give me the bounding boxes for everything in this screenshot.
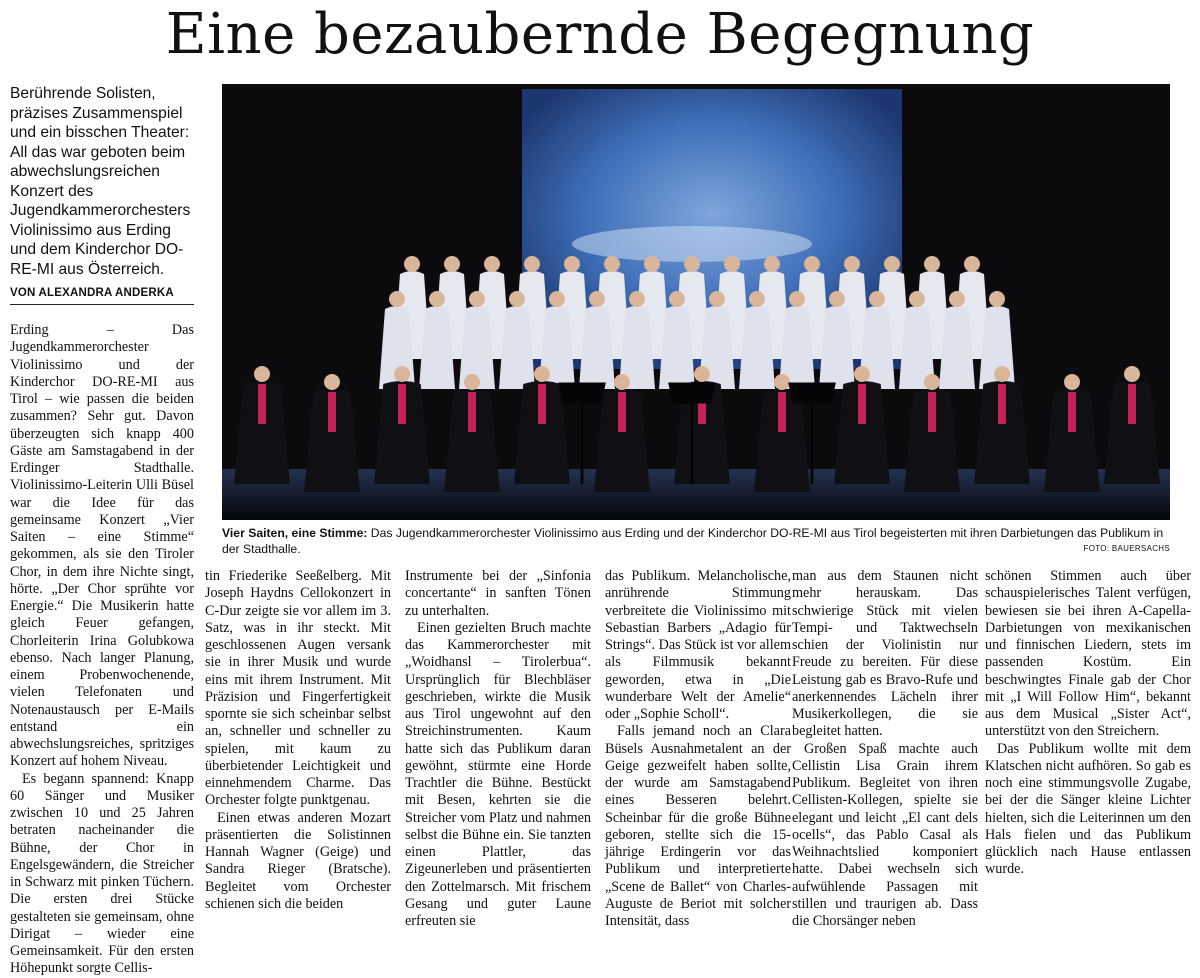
pink-scarf	[468, 392, 476, 432]
pink-scarf	[778, 392, 786, 432]
paragraph: Erding – Das Jugendkammerorchester Violinissimo und der Kinderchor DO-RE-MI aus Tirol – wie passen die beiden zusammen? Sehr gut. Davon überzeugten sich knapp 400 Gäste am Samstagabend in der Erdinger Stadthalle. Violinissimo-Leiterin Ulli Büsel war die Idee für das gemeinsame Konzert „Vier Saiten – eine Stimme“ gekommen, als sie den Tiroler Chor, in dem ihre Nichte singt, hörte. „Der Chor sprühte vor Energie.“ Die Musikerin hatte gleich Feuer gefangen, Chorleiterin Irina Golubkowa ebenso. Nach langer Planung, einem Probenwochenende, vielen Telefonaten und Notenaustausch per E-Mails entstand ein abwechslungsreiches, spritziges Konzert auf hohem Niveau.	[10, 322, 194, 770]
pink-scarf	[398, 384, 406, 424]
byline-rule	[10, 304, 194, 305]
pink-scarf	[1068, 392, 1076, 432]
photo-credit: FOTO: BAUERSACHS	[1083, 544, 1170, 553]
caption-title: Vier Saiten, eine Stimme:	[222, 526, 368, 540]
caption-text: Das Jugendkammerorchester Violinissimo aus Erding und der Kinderchor DO-RE-MI aus Tirol begeisterten mit ihren Darbietungen das Publikum in der Stadthalle.	[222, 526, 1164, 556]
paragraph: Falls jemand noch an Clara Büsels Ausnahmetalent an der Geige gezweifelt haben sollte, der wurde am Samstagabend eines Besseren belehrt. Scheinbar für die große Bühne geboren, stellte sich die 15-jährige Erdingerin vor das Publikum und interpretierte „Scene de Ballet“ von Charles-Auguste de Beriot mit solcher Intensität, dass	[605, 723, 791, 929]
photo-caption	[222, 526, 1170, 557]
pink-scarf	[538, 384, 546, 424]
article-column-6	[985, 568, 1191, 879]
paragraph: Es begann spannend: Knapp 60 Sänger und Musiker zwischen 10 und 25 Jahren betraten nacheinander die Bühne, der Chor in Engelsgewändern, die Streicher in Schwarz mit pinken Tüchern. Die ersten drei Stücke gestalteten sie gemeinsam, ohne Dirigat – wieder eine Gemeinsamkeit. Für den ersten Höhepunkt sorgte Cellis-	[10, 770, 194, 977]
article-column-4	[605, 568, 791, 930]
paragraph: Großen Spaß machte auch Cellistin Lisa Grain ihrem Publikum. Begleitet von ihren Cellisten-Kollegen, spielte sie elegant und leicht „El cant dels ocells“, das Pablo Casal als Weihnachtslied komponiert hatte. Dabei wechseln sich aufwühlende Passagen mit stillen und traurigen ab. Dass die Chorsänger neben	[792, 740, 978, 929]
paragraph: Einen etwas anderen Mozart präsentierten die Solistinnen Hannah Wagner (Geige) und Sandra Rieger (Bratsche). Begleitet vom Orchester schienen sich die beiden	[205, 809, 391, 912]
pink-scarf	[858, 384, 866, 424]
article-column-5	[792, 568, 978, 930]
pink-scarf	[258, 384, 266, 424]
lead-paragraph: Berührende Solisten, präzises Zusammenspiel und ein bisschen Theater: All das war geboten beim abwechslungsreichen Konzert des Jugendkammerorchesters Violinissimo aus Erding und dem Kinderchor DO-RE-MI aus Österreich.	[10, 85, 191, 278]
concert-photo	[222, 84, 1170, 520]
paragraph: Einen gezielten Bruch machte das Kammerorchester mit „Woidhansl – Tirolerbua“. Ursprünglich für Blechbläser geschrieben, wirkte die Musik aus Tirol ungewohnt auf den Streichinstrumenten. Kaum hatte sich das Publikum daran gewöhnt, stürmte eine Horde Trachtler die Bühne. Bestückt mit Besen, kehrten sie die Streicher vom Platz und nahmen selbst die Bühne ein. Sie tanzten einen Plattler, das Zigeunerleben und präsentierten den Zottelmarsch. Mit frischem Gesang und guter Laune erfreuten sie	[405, 619, 591, 929]
pink-scarf	[928, 392, 936, 432]
article-column-1	[10, 322, 194, 978]
pink-scarf	[998, 384, 1006, 424]
author-byline: VON ALEXANDRA ANDERKA	[10, 287, 174, 299]
headline: Eine bezaubernde Begegnung	[165, 2, 1035, 67]
paragraph: Instrumente bei der „Sinfonia concertante“ in sanften Tönen zu unterhalten.	[405, 568, 591, 619]
paragraph: schönen Stimmen auch über schauspielerisches Talent verfügen, bewiesen sie bei ihren A-Capella-Darbietungen von mexikanischen und finnischen Liedern, stets im passenden Kostüm. Ein beschwingtes Finale gab der Chor mit „I Will Follow Him“, bekannt aus dem Musical „Sister Act“, unterstützt von den Streichern.	[985, 568, 1191, 740]
paragraph: tin Friederike Seeßelberg. Mit Joseph Haydns Cellokonzert in C-Dur zeigte sie vor allem im 3. Satz, was in ihr steckt. Mit geschlossenen Augen versank sie in ihrer Musik und wurde eins mit ihrem Instrument. Mit Präzision und Fingerfertigkeit spornte sie sich scheinbar selbst an, schneller und schneller zu spielen, mit kaum zu überbietender Leichtigkeit und einnehmendem Charme. Das Orchester folgte punktgenau.	[205, 568, 391, 809]
pink-scarf	[618, 392, 626, 432]
article-column-2	[205, 568, 391, 913]
pink-scarf	[1128, 384, 1136, 424]
pink-scarf	[328, 392, 336, 432]
article-column-3	[405, 568, 591, 930]
paragraph: man aus dem Staunen nicht mehr herauskam. Das schwierige Stück mit vielen Tempi- und Taktwechseln schien der Violinistin nur Freude zu bereiten. Für diese Leistung gab es Bravo-Rufe und anerkennendes Lächeln ihrer Musikerkollegen, die sie begleitet hatten.	[792, 568, 978, 740]
paragraph: das Publikum. Melancholische, anrührende Stimmung verbreitete die Violinissimo mit Sebastian Barbers „Adagio für Strings“. Das Stück ist vor allem als Filmmusik bekannt geworden, etwa in „Die wunderbare Welt der Amelie“ oder „Sophie Scholl“.	[605, 568, 791, 722]
paragraph: Das Publikum wollte mit dem Klatschen nicht aufhören. So gab es noch eine stimmungsvolle Zugabe, bei der die Sänger kleine Lichter hielten, sich die Leiterinnen um den Hals fielen und das Publikum glücklich nach Hause entlassen wurde.	[985, 740, 1191, 878]
